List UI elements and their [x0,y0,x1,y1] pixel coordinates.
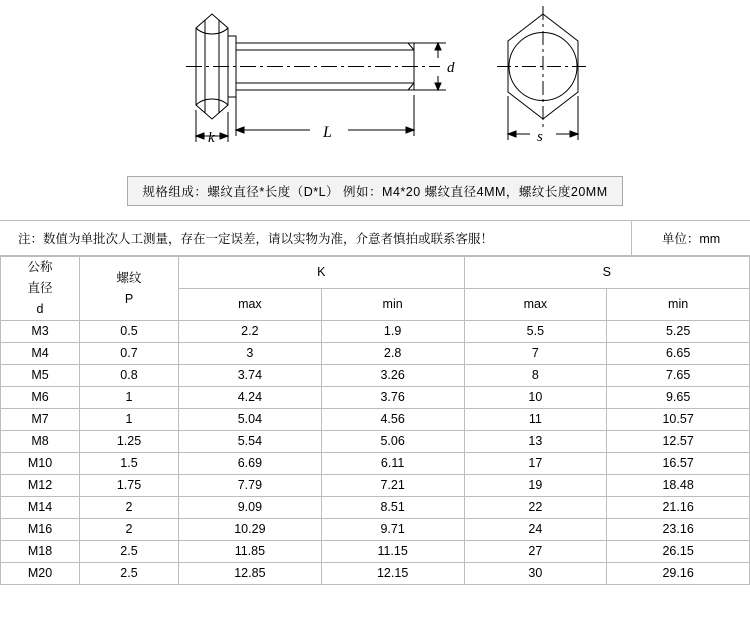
cell-pitch: 1.25 [80,431,179,453]
header-nominal-diameter-line2: 直径 [27,281,53,295]
cell-s-min: 23.16 [607,519,750,541]
cell-pitch: 2.5 [80,541,179,563]
cell-pitch: 1 [80,409,179,431]
cell-s-max: 10 [464,387,607,409]
cell-s-min: 12.57 [607,431,750,453]
cell-k-min: 3.26 [321,365,464,387]
cell-diameter: M18 [1,541,80,563]
cell-s-max: 17 [464,453,607,475]
cell-k-max: 9.09 [179,497,322,519]
head-chamfer-bottom [196,99,228,105]
cell-k-min: 6.11 [321,453,464,475]
cell-pitch: 2 [80,497,179,519]
dimension-label-L: L [323,124,332,141]
cell-diameter: M10 [1,453,80,475]
header-nominal-diameter-line1: 公称 [27,260,53,274]
cell-diameter: M20 [1,563,80,585]
shank-end-chamfer-bottom [408,83,414,90]
cell-s-max: 13 [464,431,607,453]
cell-s-min: 6.65 [607,343,750,365]
cell-diameter: M12 [1,475,80,497]
table-row [1,321,750,343]
cell-diameter: M5 [1,365,80,387]
cell-k-max: 6.69 [179,453,322,475]
table-row [1,387,750,409]
header-s-max: max [464,289,607,321]
k-arrow-right [220,133,228,139]
table-row [1,475,750,497]
cell-diameter: M4 [1,343,80,365]
header-thread-pitch-line2: P [124,291,134,306]
cell-k-min: 3.76 [321,387,464,409]
cell-s-max: 24 [464,519,607,541]
cell-diameter: M16 [1,519,80,541]
cell-s-min: 5.25 [607,321,750,343]
L-arrow-left [236,127,244,133]
bolt-technical-drawing [0,0,750,168]
cell-diameter: M3 [1,321,80,343]
table-header-row-group [1,257,750,289]
cell-pitch: 0.8 [80,365,179,387]
cell-k-max: 7.79 [179,475,322,497]
cell-s-min: 21.16 [607,497,750,519]
cell-k-min: 9.71 [321,519,464,541]
table-row [1,343,750,365]
header-group-k: K [179,257,465,289]
header-s-min: min [607,289,750,321]
cell-k-min: 11.15 [321,541,464,563]
cell-k-min: 8.51 [321,497,464,519]
dimension-label-k: k [208,130,215,146]
header-group-s: S [464,257,750,289]
cell-pitch: 2 [80,519,179,541]
specification-table [0,256,750,585]
table-row [1,431,750,453]
measurement-note-row [0,220,750,256]
cell-s-max: 30 [464,563,607,585]
shank-end-chamfer-top [408,43,414,50]
table-row [1,453,750,475]
cell-s-min: 18.48 [607,475,750,497]
cell-k-min: 5.06 [321,431,464,453]
cell-pitch: 0.5 [80,321,179,343]
k-arrow-left [196,133,204,139]
cell-s-min: 29.16 [607,563,750,585]
table-body [1,321,750,585]
cell-diameter: M14 [1,497,80,519]
cell-pitch: 0.7 [80,343,179,365]
cell-s-max: 11 [464,409,607,431]
table-row [1,365,750,387]
header-k-max: max [179,289,322,321]
drawing-svg [0,0,750,168]
cell-k-max: 4.24 [179,387,322,409]
cell-s-min: 7.65 [607,365,750,387]
table-header [1,257,750,321]
spec-format-banner: 规格组成：螺纹直径*长度（D*L） 例如：M4*20 螺纹直径4MM，螺纹长度20MM [127,176,622,206]
cell-s-max: 22 [464,497,607,519]
cell-pitch: 1.5 [80,453,179,475]
cell-pitch: 1 [80,387,179,409]
cell-s-max: 8 [464,365,607,387]
cell-s-max: 7 [464,343,607,365]
cell-pitch: 1.75 [80,475,179,497]
d-arrow-bottom [435,83,441,90]
spec-banner-container [0,176,750,206]
cell-k-max: 3.74 [179,365,322,387]
L-arrow-right [406,127,414,133]
cell-k-min: 12.15 [321,563,464,585]
cell-s-max: 19 [464,475,607,497]
cell-k-min: 1.9 [321,321,464,343]
s-arrow-right [570,131,578,137]
cell-s-min: 16.57 [607,453,750,475]
table-row [1,409,750,431]
cell-diameter: M6 [1,387,80,409]
header-k-min: min [321,289,464,321]
dimension-label-s: s [537,129,543,145]
head-chamfer-top [196,28,228,34]
d-arrow-top [435,43,441,50]
cell-s-min: 9.65 [607,387,750,409]
table-row [1,541,750,563]
cell-k-min: 4.56 [321,409,464,431]
header-thread-pitch [80,257,179,321]
cell-k-max: 11.85 [179,541,322,563]
cell-k-max: 12.85 [179,563,322,585]
table-row [1,519,750,541]
s-arrow-left [508,131,516,137]
cell-k-max: 5.04 [179,409,322,431]
cell-s-max: 5.5 [464,321,607,343]
cell-s-max: 27 [464,541,607,563]
cell-k-max: 10.29 [179,519,322,541]
header-nominal-diameter-line3: d [36,302,44,316]
cell-pitch: 2.5 [80,563,179,585]
table-row [1,563,750,585]
cell-diameter: M7 [1,409,80,431]
cell-k-max: 5.54 [179,431,322,453]
table-row [1,497,750,519]
dimension-label-d: d [447,60,455,76]
header-nominal-diameter [1,257,80,321]
unit-label: 单位：mm [661,232,721,246]
measurement-note-text: 注：数值为单批次人工测量，存在一定误差，请以实物为准，介意者慎拍或联系客服！ [0,221,632,255]
cell-k-max: 3 [179,343,322,365]
cell-s-min: 10.57 [607,409,750,431]
cell-diameter: M8 [1,431,80,453]
cell-k-min: 7.21 [321,475,464,497]
cell-k-min: 2.8 [321,343,464,365]
cell-s-min: 26.15 [607,541,750,563]
cell-k-max: 2.2 [179,321,322,343]
header-thread-pitch-line1: 螺纹 [116,270,142,285]
